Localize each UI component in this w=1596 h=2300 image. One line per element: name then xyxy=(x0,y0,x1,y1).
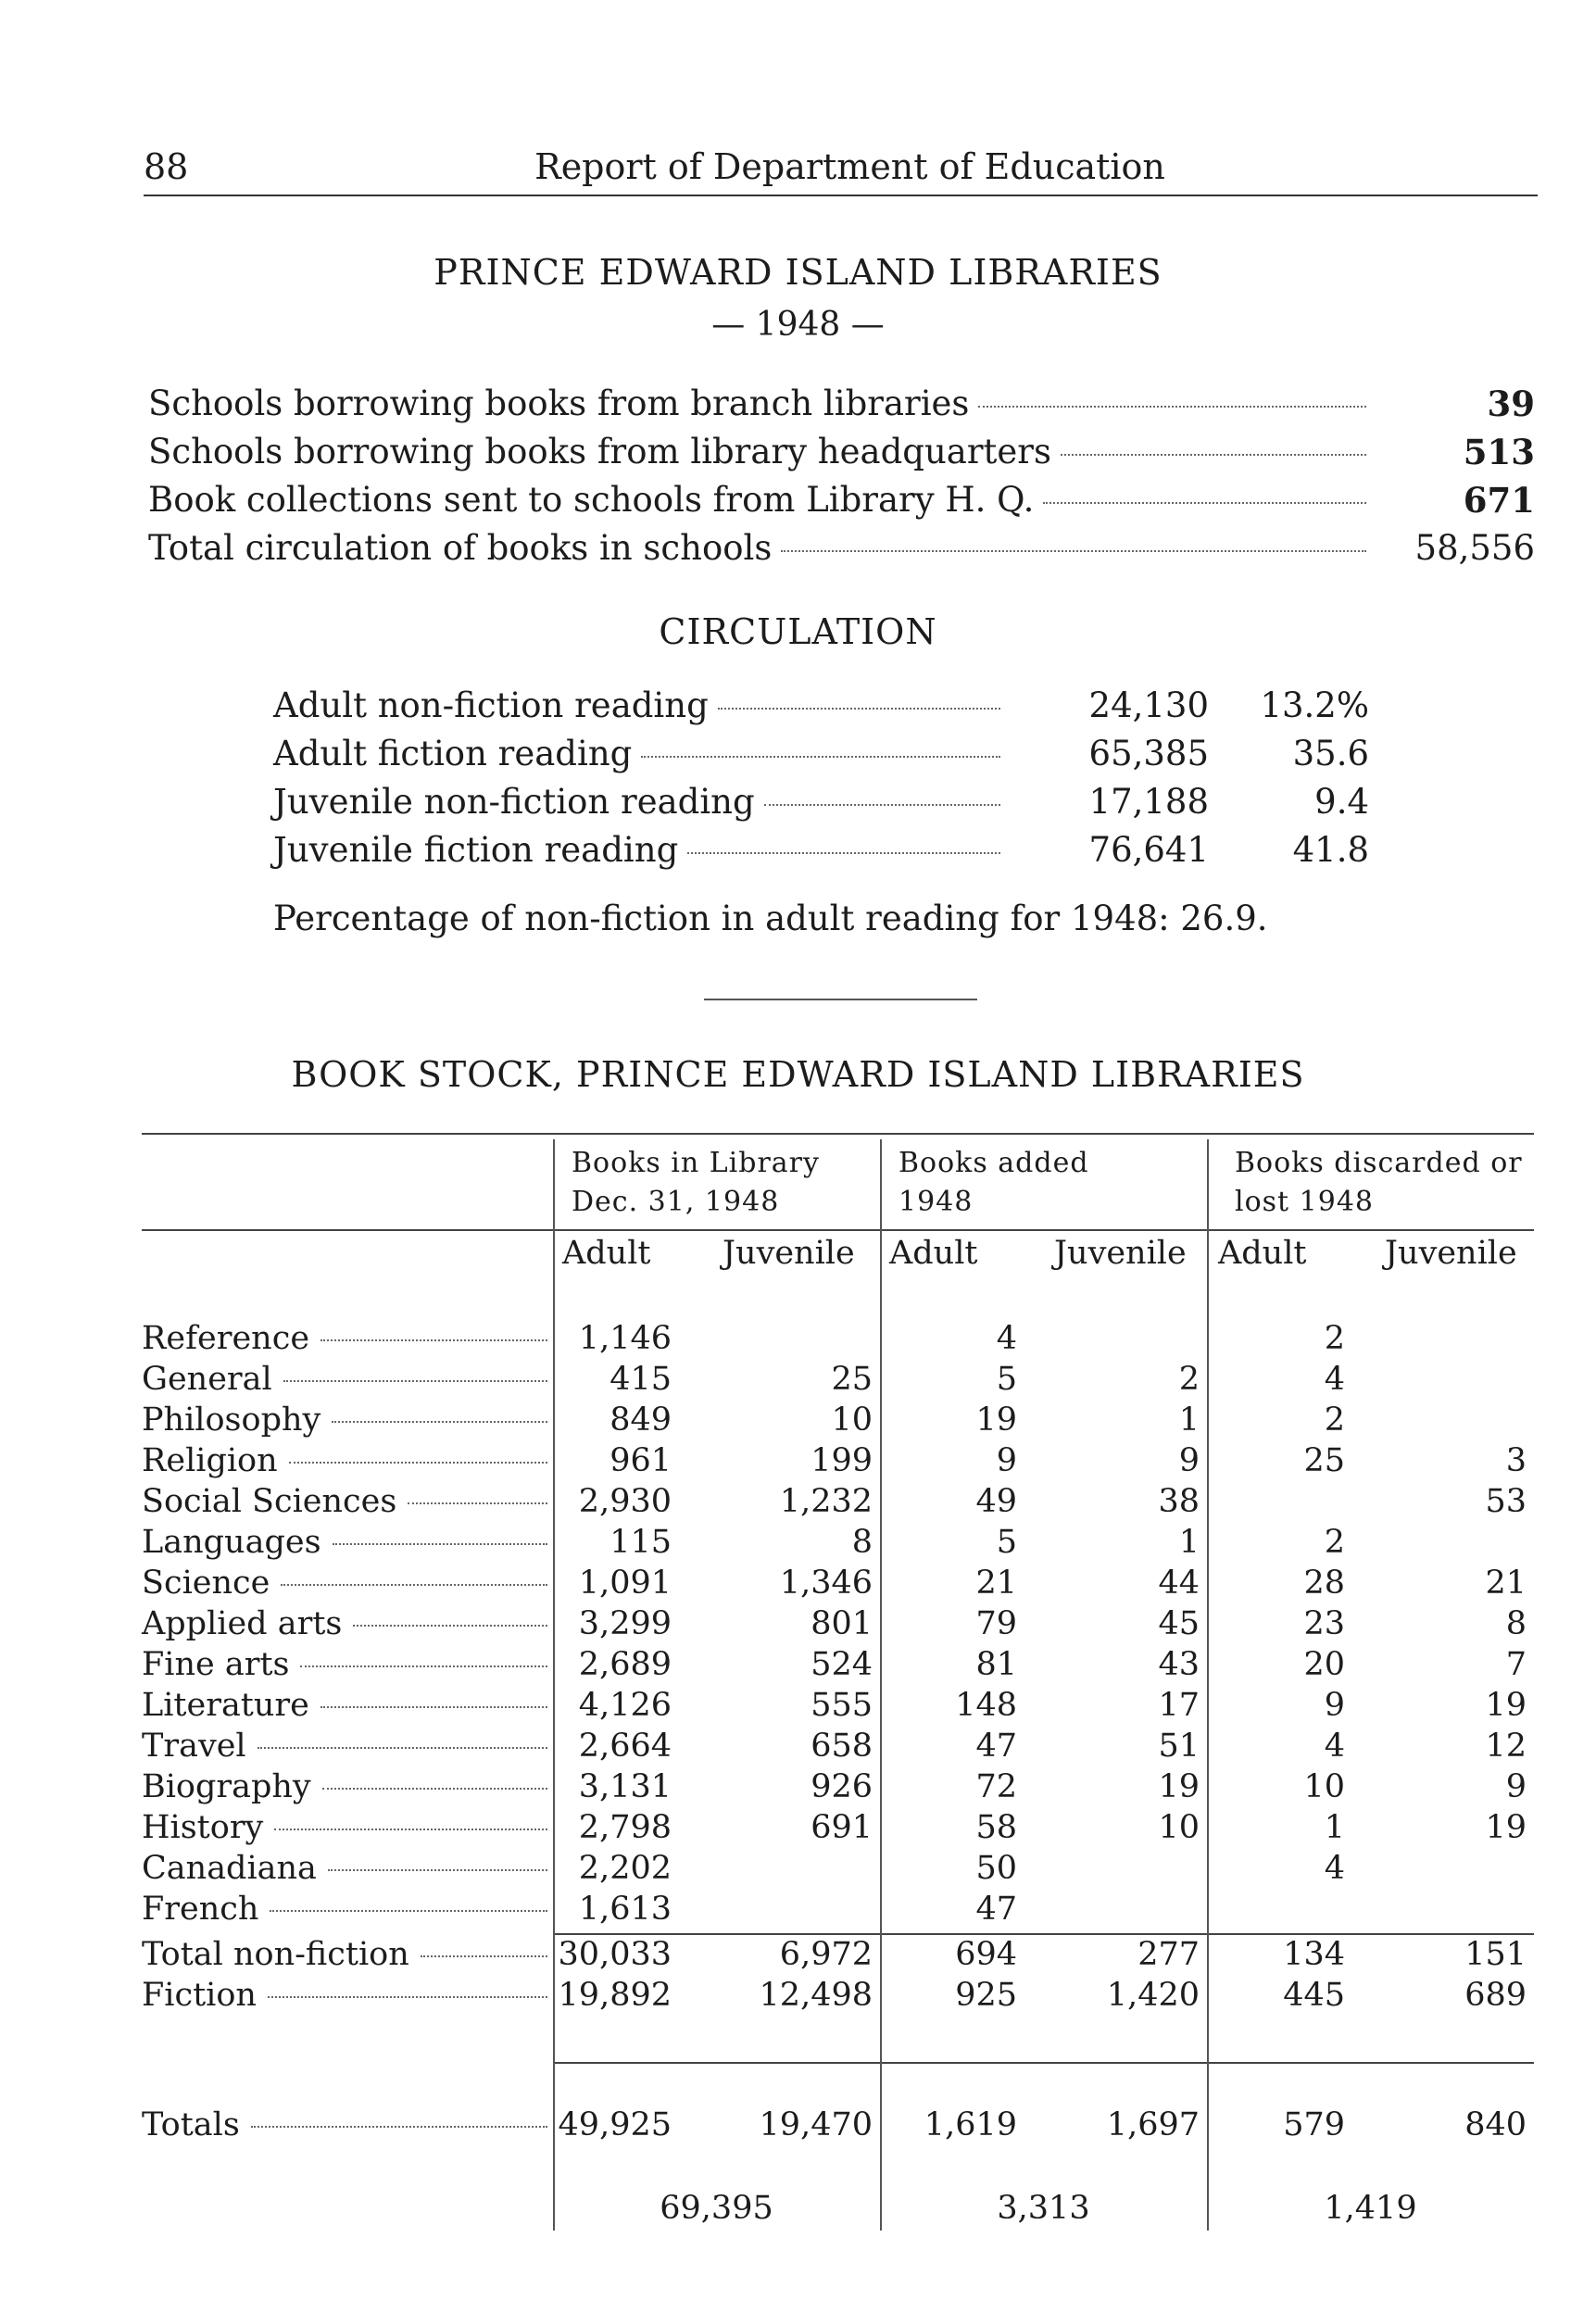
table-cell: 19 xyxy=(1485,1809,1527,1846)
row-label xyxy=(142,1440,549,1481)
dot-leader xyxy=(320,1339,547,1341)
running-header xyxy=(144,139,1538,196)
table-cell: 4 xyxy=(1324,1728,1345,1765)
column-group-year: 1948 xyxy=(899,1186,974,1218)
column-group-header: Books discarded or xyxy=(1235,1147,1523,1179)
table-cell: 19,892 xyxy=(558,1977,672,2014)
row-label xyxy=(142,1563,549,1603)
row-label-text: Science xyxy=(142,1565,270,1602)
circulation-title: CIRCULATION xyxy=(659,611,937,652)
libraries-title: PRINCE EDWARD ISLAND LIBRARIES xyxy=(434,252,1162,293)
table-cell: 691 xyxy=(811,1809,873,1846)
table-cell: 58 xyxy=(975,1809,1017,1846)
column-subheader: Juvenile xyxy=(723,1235,855,1272)
school-stat-value: 513 xyxy=(1463,432,1535,472)
school-stat-value: 671 xyxy=(1463,480,1535,521)
row-label-text: Applied arts xyxy=(142,1605,343,1642)
table-cell: 579 xyxy=(1283,2106,1345,2143)
table-cell: 50 xyxy=(975,1850,1017,1887)
circulation-row xyxy=(273,685,1010,725)
table-cell: 4 xyxy=(996,1320,1017,1357)
circulation-label: Adult fiction reading xyxy=(273,734,633,773)
table-cell: 1,613 xyxy=(578,1891,672,1928)
dot-leader xyxy=(978,406,1366,408)
table-cell: 415 xyxy=(609,1361,672,1398)
table-cell: 2,664 xyxy=(578,1728,672,1765)
dot-leader xyxy=(268,1996,547,1998)
row-label xyxy=(142,1522,549,1563)
table-cell: 5 xyxy=(996,1361,1017,1398)
table-cell: 44 xyxy=(1158,1565,1200,1602)
table-cell: 801 xyxy=(811,1605,873,1642)
table-cell: 8 xyxy=(1505,1605,1527,1642)
table-cell: 19 xyxy=(1485,1687,1527,1724)
dot-leader xyxy=(322,1788,547,1790)
row-label-text: General xyxy=(142,1361,272,1398)
dot-leader xyxy=(687,852,1000,854)
totals-rule xyxy=(553,2062,1534,2064)
dot-leader xyxy=(258,1747,547,1749)
circulation-percent: 41.8 xyxy=(1292,830,1369,870)
table-cell: 19 xyxy=(975,1401,1017,1439)
table-cell: 2,202 xyxy=(578,1850,672,1887)
column-group-header: Books added xyxy=(899,1147,1089,1179)
circulation-percent: 13.2% xyxy=(1260,685,1369,725)
table-cell: 3,131 xyxy=(578,1768,672,1805)
row-label-text: Literature xyxy=(142,1687,309,1724)
table-cell: 1,619 xyxy=(924,2106,1017,2143)
non-fiction-note: Percentage of non-fiction in adult reading for 1948: 26.9. xyxy=(273,899,1268,938)
row-label xyxy=(142,2105,549,2145)
circulation-percent: 9.4 xyxy=(1314,782,1369,822)
circulation-count: 24,130 xyxy=(1088,685,1209,725)
table-cell: 81 xyxy=(975,1646,1017,1683)
table-cell: 49 xyxy=(975,1483,1017,1520)
table-cell: 25 xyxy=(831,1361,873,1398)
row-label xyxy=(142,1685,549,1726)
libraries-year: — 1948 — xyxy=(711,306,885,344)
circulation-label: Juvenile non-fiction reading xyxy=(273,782,755,822)
row-label xyxy=(142,1889,549,1929)
dot-leader xyxy=(283,1380,547,1382)
grand-total: 1,419 xyxy=(1324,2190,1417,2227)
dot-leader xyxy=(353,1625,547,1627)
table-cell: 17 xyxy=(1158,1687,1200,1724)
table-cell: 1 xyxy=(1324,1809,1345,1846)
school-stat-label: Total circulation of books in schools xyxy=(148,528,773,568)
table-cell: 555 xyxy=(811,1687,873,1724)
row-label-text: Canadiana xyxy=(142,1850,317,1887)
row-label xyxy=(142,1603,549,1644)
row-label-text: Reference xyxy=(142,1320,310,1357)
table-cell: 134 xyxy=(1283,1936,1345,1973)
dot-leader xyxy=(281,1584,547,1586)
table-cell: 151 xyxy=(1464,1936,1527,1973)
row-label-text: Philosophy xyxy=(142,1401,321,1439)
table-cell: 689 xyxy=(1464,1977,1527,2014)
table-cell: 28 xyxy=(1303,1565,1345,1602)
table-cell: 21 xyxy=(1485,1565,1527,1602)
page-number: 88 xyxy=(144,146,189,187)
table-cell: 23 xyxy=(1303,1605,1345,1642)
table-cell: 925 xyxy=(955,1977,1017,2014)
book-stock-title: BOOK STOCK, PRINCE EDWARD ISLAND LIBRARIES xyxy=(291,1054,1305,1095)
table-cell: 9 xyxy=(1178,1442,1200,1479)
table-cell: 115 xyxy=(609,1524,672,1561)
row-label-text: Biography xyxy=(142,1768,311,1805)
table-cell: 12,498 xyxy=(759,1977,873,2014)
table-cell: 9 xyxy=(1324,1687,1345,1724)
table-cell: 1,420 xyxy=(1106,1977,1200,2014)
circulation-row xyxy=(273,782,1010,822)
table-cell: 4,126 xyxy=(578,1687,672,1724)
table-cell: 9 xyxy=(1505,1768,1527,1805)
school-stat-row xyxy=(148,528,1376,568)
table-cell: 53 xyxy=(1485,1483,1527,1520)
table-cell: 4 xyxy=(1324,1850,1345,1887)
row-label xyxy=(142,1359,549,1400)
row-label-text: Totals xyxy=(142,2106,240,2143)
table-cell: 5 xyxy=(996,1524,1017,1561)
table-cell: 694 xyxy=(955,1936,1017,1973)
dot-leader xyxy=(1043,502,1366,504)
table-cell: 2 xyxy=(1324,1401,1345,1439)
table-cell: 849 xyxy=(609,1401,672,1439)
grand-total: 69,395 xyxy=(660,2190,773,2227)
column-subheader: Adult xyxy=(562,1235,651,1272)
table-cell: 961 xyxy=(609,1442,672,1479)
table-cell: 148 xyxy=(955,1687,1017,1724)
row-label xyxy=(142,1766,549,1807)
table-cell: 2 xyxy=(1324,1524,1345,1561)
row-label-text: Religion xyxy=(142,1442,278,1479)
school-stat-row xyxy=(148,480,1376,520)
table-cell: 2 xyxy=(1178,1361,1200,1398)
dot-leader xyxy=(641,756,1000,758)
table-cell: 9 xyxy=(996,1442,1017,1479)
circulation-percent: 35.6 xyxy=(1292,734,1369,773)
column-subheader: Adult xyxy=(1218,1235,1307,1272)
table-cell: 1,146 xyxy=(578,1320,672,1357)
table-cell: 840 xyxy=(1464,2106,1527,2143)
table-cell: 72 xyxy=(975,1768,1017,1805)
table-cell: 6,972 xyxy=(779,1936,873,1973)
table-cell: 10 xyxy=(1303,1768,1345,1805)
table-cell: 21 xyxy=(975,1565,1017,1602)
circulation-count: 17,188 xyxy=(1088,782,1209,822)
row-label xyxy=(142,1934,549,1975)
dot-leader xyxy=(320,1706,547,1708)
running-header-title: Report of Department of Education xyxy=(534,146,1165,187)
table-cell: 199 xyxy=(811,1442,873,1479)
row-label-text: Total non-fiction xyxy=(142,1936,409,1973)
table-cell: 20 xyxy=(1303,1646,1345,1683)
column-subheader: Juvenile xyxy=(1385,1235,1517,1272)
row-label xyxy=(142,1726,549,1766)
table-cell: 277 xyxy=(1137,1936,1200,1973)
column-group-year: Dec. 31, 1948 xyxy=(572,1186,780,1218)
circulation-row xyxy=(273,830,1010,870)
circulation-label: Adult non-fiction reading xyxy=(273,685,709,725)
row-label-text: Travel xyxy=(142,1728,246,1765)
circulation-label: Juvenile fiction reading xyxy=(273,830,679,870)
dot-leader xyxy=(332,1421,547,1423)
dot-leader xyxy=(270,1910,547,1912)
dot-leader xyxy=(764,804,1000,806)
school-stat-label: Book collections sent to schools from Library H. Q. xyxy=(148,480,1035,520)
row-label xyxy=(142,1975,549,2016)
table-cell: 8 xyxy=(851,1524,873,1561)
row-label-text: Social Sciences xyxy=(142,1483,397,1520)
table-cell: 926 xyxy=(811,1768,873,1805)
table-cell: 12 xyxy=(1485,1728,1527,1765)
row-label xyxy=(142,1481,549,1522)
dot-leader xyxy=(328,1869,547,1871)
table-cell: 45 xyxy=(1158,1605,1200,1642)
row-label xyxy=(142,1848,549,1889)
row-label-text: History xyxy=(142,1809,264,1846)
dot-leader xyxy=(718,708,1000,710)
dot-leader xyxy=(251,2126,547,2128)
table-cell: 10 xyxy=(831,1401,873,1439)
dot-leader xyxy=(333,1543,547,1545)
table-cell: 2 xyxy=(1324,1320,1345,1357)
table-cell: 2,930 xyxy=(578,1483,672,1520)
table-cell: 51 xyxy=(1158,1728,1200,1765)
dot-leader xyxy=(274,1829,547,1830)
column-group-header: Books in Library xyxy=(572,1147,820,1179)
row-label xyxy=(142,1644,549,1685)
table-cell: 2,689 xyxy=(578,1646,672,1683)
row-label xyxy=(142,1400,549,1440)
dot-leader xyxy=(781,550,1366,552)
dot-leader xyxy=(1061,454,1366,456)
table-cell: 1,697 xyxy=(1106,2106,1200,2143)
row-label xyxy=(142,1318,549,1359)
school-stat-row xyxy=(148,383,1376,423)
dot-leader xyxy=(300,1665,547,1667)
dot-leader xyxy=(289,1462,547,1464)
table-cell: 1,232 xyxy=(779,1483,873,1520)
table-cell: 49,925 xyxy=(558,2106,672,2143)
group-header-rule xyxy=(142,1229,1534,1231)
table-cell: 47 xyxy=(975,1728,1017,1765)
table-cell: 38 xyxy=(1158,1483,1200,1520)
table-cell: 4 xyxy=(1324,1361,1345,1398)
school-stat-value: 58,556 xyxy=(1414,528,1535,568)
table-cell: 1 xyxy=(1178,1401,1200,1439)
circulation-count: 65,385 xyxy=(1088,734,1209,773)
column-group-year: lost 1948 xyxy=(1235,1186,1374,1218)
table-cell: 1,346 xyxy=(779,1565,873,1602)
table-cell: 19 xyxy=(1158,1768,1200,1805)
school-stat-label: Schools borrowing books from branch libraries xyxy=(148,383,970,423)
school-stat-label: Schools borrowing books from library headquarters xyxy=(148,432,1051,471)
table-cell: 7 xyxy=(1505,1646,1527,1683)
row-label-text: Fine arts xyxy=(142,1646,290,1683)
table-top-rule xyxy=(142,1133,1534,1135)
table-cell: 47 xyxy=(975,1891,1017,1928)
row-label xyxy=(142,1807,549,1848)
row-label-text: French xyxy=(142,1891,259,1928)
circulation-count: 76,641 xyxy=(1088,830,1209,870)
table-cell: 3,299 xyxy=(578,1605,672,1642)
table-cell: 658 xyxy=(811,1728,873,1765)
school-stat-row xyxy=(148,432,1376,471)
table-cell: 1 xyxy=(1178,1524,1200,1561)
table-cell: 445 xyxy=(1283,1977,1345,2014)
section-divider xyxy=(704,999,977,1000)
table-cell: 79 xyxy=(975,1605,1017,1642)
row-label-text: Fiction xyxy=(142,1977,257,2014)
column-subheader: Juvenile xyxy=(1054,1235,1187,1272)
table-cell: 2,798 xyxy=(578,1809,672,1846)
school-stat-value: 39 xyxy=(1487,383,1535,424)
circulation-row xyxy=(273,734,1010,773)
column-subheader: Adult xyxy=(889,1235,978,1272)
table-cell: 30,033 xyxy=(558,1936,672,1973)
table-cell: 43 xyxy=(1158,1646,1200,1683)
grand-total: 3,313 xyxy=(997,2190,1090,2227)
table-cell: 19,470 xyxy=(759,2106,873,2143)
table-cell: 524 xyxy=(811,1646,873,1683)
table-cell: 25 xyxy=(1303,1442,1345,1479)
table-cell: 3 xyxy=(1505,1442,1527,1479)
row-label-text: Languages xyxy=(142,1524,321,1561)
table-cell: 1,091 xyxy=(578,1565,672,1602)
table-cell: 10 xyxy=(1158,1809,1200,1846)
